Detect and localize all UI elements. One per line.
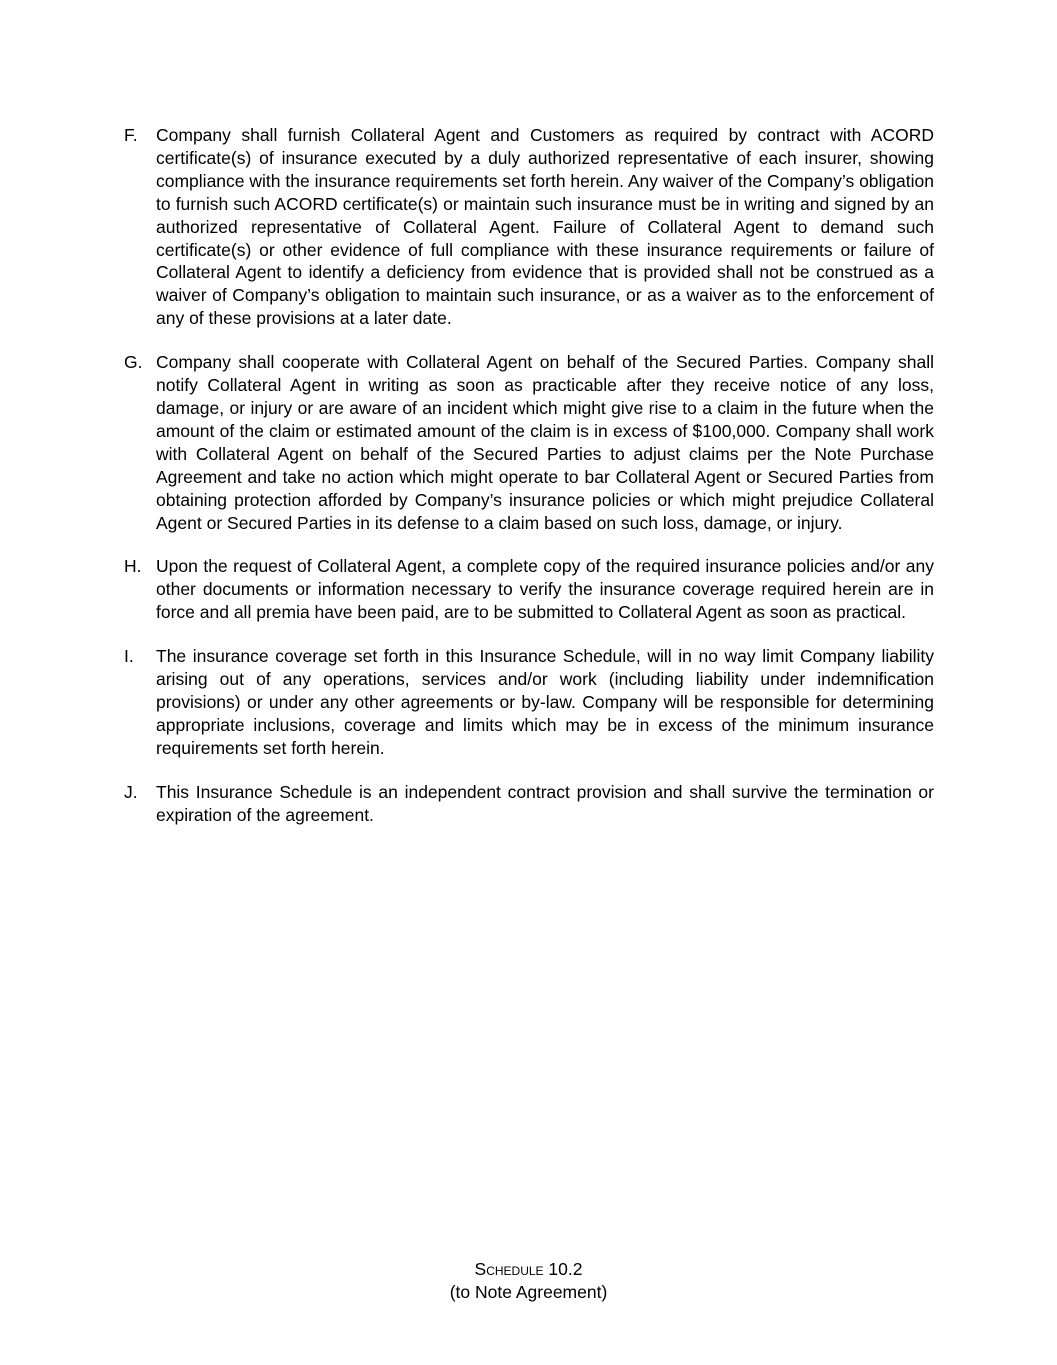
schedule-heading [0,1258,1057,1281]
item-label: H. [124,556,142,577]
item-label: J. [124,781,138,802]
document-body [124,124,934,847]
schedule-word: Schedule [474,1259,544,1279]
item-text: Company shall furnish Collateral Agent and Customers as required by contract with ACORD certificate(s) of insurance executed by a duly authorized representative of each insurer, showing compliance with the insurance requirements set forth herein. Any waiver of the Company’s obligation to furnish such ACORD certificate(s) or maintain such insurance must be in writing and signed by an authorized representative of Collateral Agent. Failure of Collateral Agent to demand such certificate(s) or other evidence of full compliance with these insurance requirements or failure of Collateral Agent to identify a deficiency from evidence that is provided shall not be construed as a waiver of Company’s obligation to maintain such insurance, or as a waiver as to the enforcement of any of these provisions at a later date. [156,125,934,329]
schedule-subtitle: (to Note Agreement) [449,1282,608,1302]
list-item-j [124,781,934,827]
list-item-i [124,645,934,760]
item-label: I. [124,646,134,667]
item-text: This Insurance Schedule is an independent contract provision and shall survive the termination or expiration of the agreement. [156,781,934,825]
list-item-f [124,124,934,330]
item-label: G. [124,352,143,373]
list-item-h [124,555,934,624]
item-text: Company shall cooperate with Collateral Agent on behalf of the Secured Parties. Company shall notify Collateral Agent in writing as soon as practicable after they receive notice of any loss, damage, or injury or are aware of an incident which might give rise to a claim in the future when the amount of the claim or estimated amount of the claim is in excess of $100,000. Company shall work with Collateral Agent on behalf of the Secured Parties to adjust claims per the Note Purchase Agreement and take no action which might operate to bar Collateral Agent or Secured Parties from obtaining protection afforded by Company’s insurance policies or which might prejudice Collateral Agent or Secured Parties in its defense to a claim based on such loss, damage, or injury. [156,352,934,533]
item-text: Upon the request of Collateral Agent, a complete copy of the required insurance policies and/or any other documents or information necessary to verify the insurance coverage required herein are in force and all premia have been paid, are to be submitted to Collateral Agent as soon as practical. [156,556,934,623]
page-footer [0,1258,1057,1304]
schedule-number: 10.2 [548,1259,583,1279]
list-item-g [124,351,934,534]
item-text: The insurance coverage set forth in this Insurance Schedule, will in no way limit Company liability arising out of any operations, services and/or work (including liability under indemnification provisions) or under any other agreements or by-law. Company will be responsible for determining appropriate inclusions, coverage and limits which may be in excess of the minimum insurance requirements set forth herein. [156,646,934,758]
item-label: F. [124,125,138,145]
